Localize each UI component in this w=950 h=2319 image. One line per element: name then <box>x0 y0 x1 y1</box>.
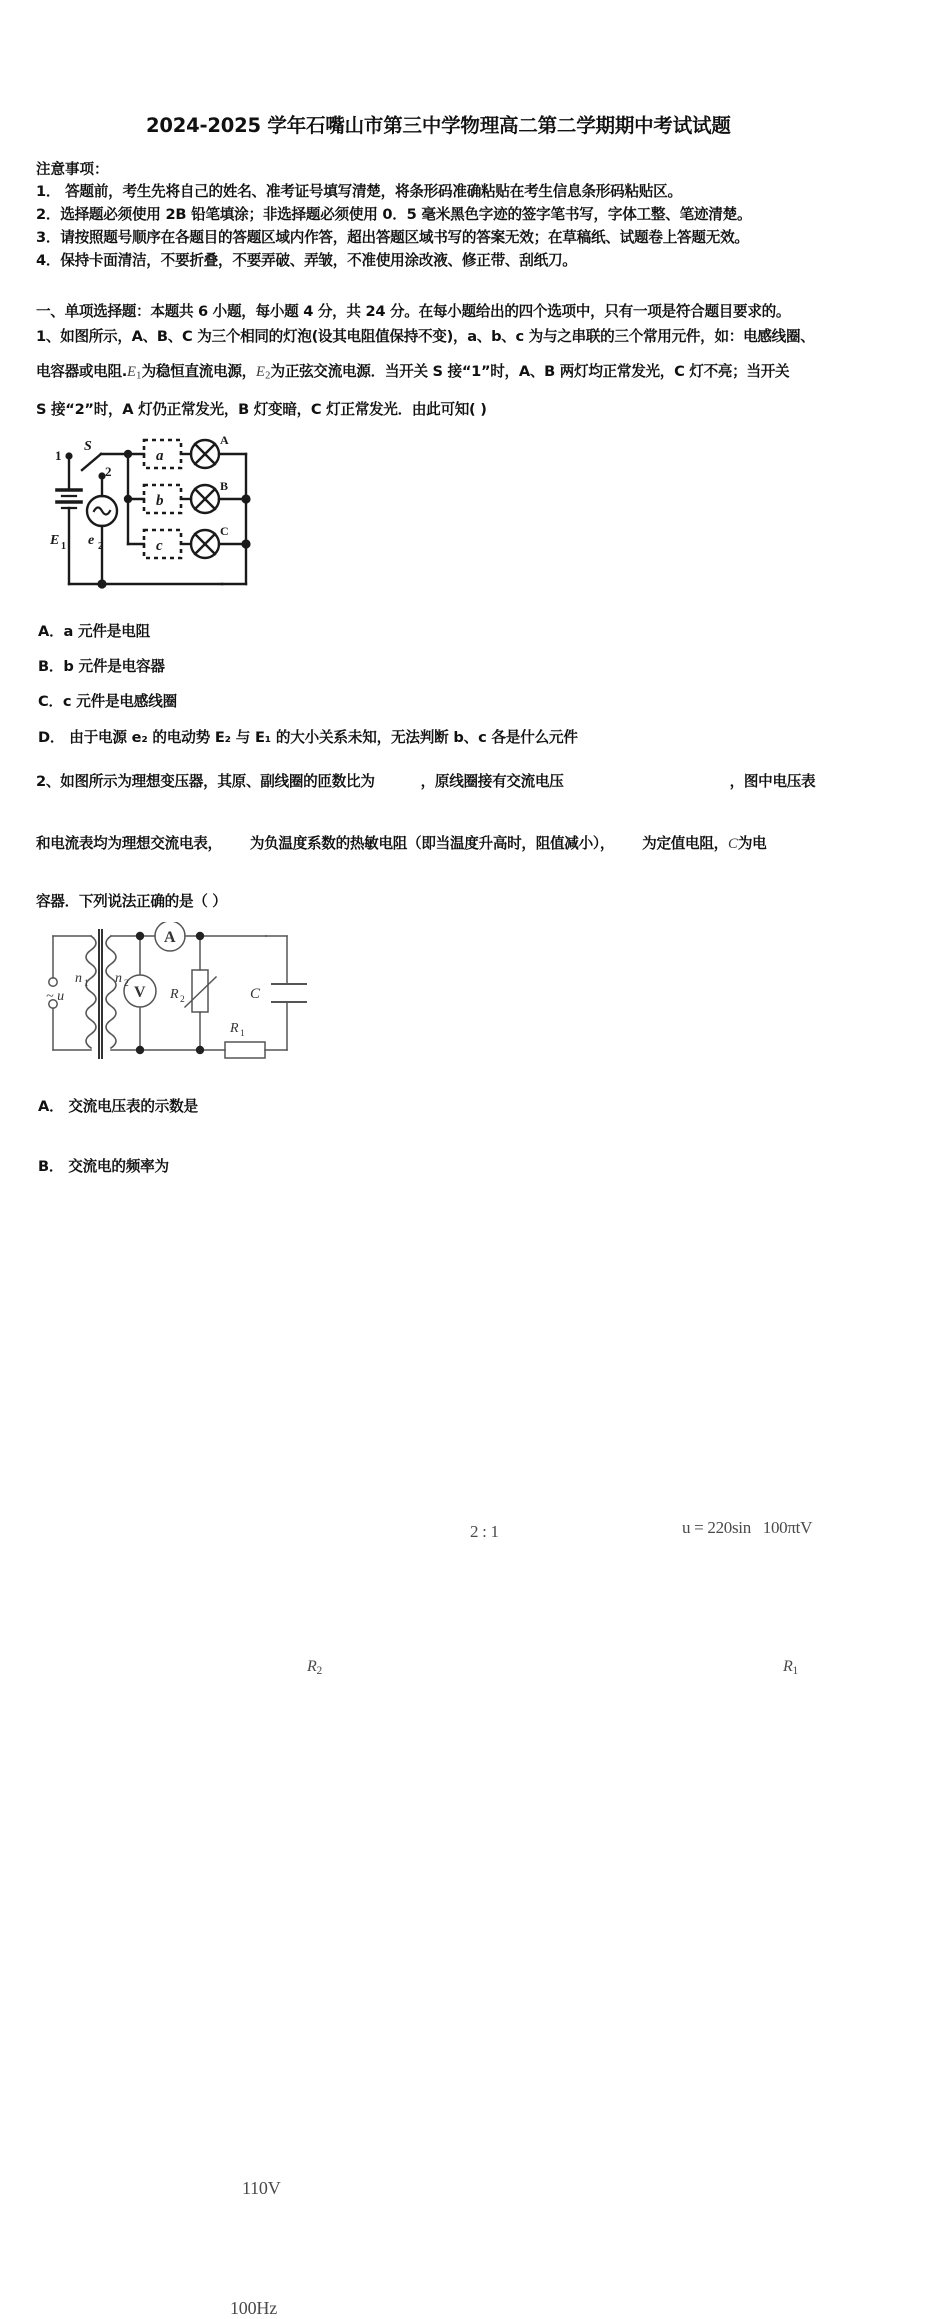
q1-l2-part-a: 电容器或电阻. <box>36 363 128 380</box>
question-1-option-b: B．b 元件是电容器 <box>38 658 165 675</box>
label-e2-sub: 2 <box>98 541 103 552</box>
notice-item-1: 1． 答题前，考生先将自己的姓名、准考证号填写清楚，将条形码准确粘贴在考生信息条形码粘贴区。 <box>36 183 682 200</box>
notice-item-3: 3．请按照题号顺序在各题目的答题区域内作答，超出答题区域书写的答案无效；在草稿纸、试题卷上答题无效。 <box>36 229 749 246</box>
q2-l1-part-b: ，原线圈接有交流电压 <box>420 773 564 790</box>
label-lamp-A: A <box>220 433 229 447</box>
q2-l2-part-c: 为定值电阻， <box>642 835 728 852</box>
q1-symbol-E2-sub: 2 <box>265 370 271 382</box>
label-n2-sub: 2 <box>124 979 129 989</box>
label-switch-S: S <box>84 439 92 454</box>
question-1-option-a: A．a 元件是电阻 <box>38 623 150 640</box>
page-title: 2024-2025 学年石嘴山市第三中学物理高二第二学期期中考试试题 <box>146 114 731 137</box>
label-terminal-2: 2 <box>105 464 112 479</box>
question-1-option-c: C．c 元件是电感线圈 <box>38 693 177 710</box>
label-n2: n <box>115 971 122 986</box>
q1-l2-part-b: 为稳恒直流电源， <box>141 363 256 380</box>
label-R1-sub: 1 <box>240 1029 245 1039</box>
question-2-line-3: 容器．下列说法正确的是（ ） <box>36 893 227 910</box>
label-box-b: b <box>156 493 164 509</box>
question-1-line-3: S 接“2”时，A 灯仍正常发光，B 灯变暗，C 灯正常发光．由此可知( ) <box>36 401 487 418</box>
q2-symbol-R1: $R_1$ <box>783 1658 798 1677</box>
q1-symbol-E1-sub: 1 <box>136 370 142 382</box>
label-lamp-C: C <box>220 524 229 538</box>
label-ammeter-A: A <box>164 929 176 946</box>
question-1-option-d: D． 由于电源 e₂ 的电动势 E₂ 与 E₁ 的大小关系未知，无法判断 b、c 各是什么元件 <box>38 729 578 746</box>
label-lamp-B: B <box>220 479 229 493</box>
q2-l2-part-a: 和电流表均为理想交流电表， <box>36 835 222 852</box>
q2-option-a-value: 110V <box>242 2178 281 2198</box>
label-E1-sub: 1 <box>61 541 66 552</box>
label-n1-sub: 1 <box>84 979 89 989</box>
label-E1: E <box>50 533 60 548</box>
label-terminal-1: 1 <box>55 448 62 463</box>
notice-item-2: 2．选择题必须使用 2B 铅笔填涂；非选择题必须使用 0．5 毫米黑色字迹的签字笔书写，字体工整、笔迹清楚。 <box>36 206 752 223</box>
q2-l2-part-d: 为电 <box>737 835 767 852</box>
q2-option-b-value: 100Hz <box>230 2298 277 2318</box>
question-1-line-2 <box>36 360 789 382</box>
q2-symbol-C: C <box>727 836 738 852</box>
q2-option-b-label: B． 交流电的频率为 <box>38 1158 169 1175</box>
label-box-c: c <box>156 538 163 554</box>
notice-heading: 注意事项： <box>36 162 109 178</box>
q1-symbol-E1: E <box>127 364 137 380</box>
label-R2: R <box>170 987 179 1002</box>
q1-l2-part-c: 为正弦交流电源．当开关 S 接“1”时，A、B 两灯均正常发光，C 灯不亮；当开关 <box>270 363 790 380</box>
q2-l2-part-b: 为负温度系数的热敏电阻（即当温度升高时，阻值减小）， <box>249 835 615 852</box>
q2-option-a-label: A． 交流电压表的示数是 <box>38 1098 198 1115</box>
question-1-line-1: 1、如图所示，A、B、C 为三个相同的灯泡(设其电阻值保持不变)，a、b、c 为与之串联的三个常用元件，如：电感线圈、 <box>36 328 815 345</box>
q2-l1-part-c: ，图中电压表 <box>729 773 816 790</box>
label-R2-sub: 2 <box>180 995 185 1005</box>
q2-symbol-R2: $R_2$ <box>307 1658 322 1677</box>
label-C: C <box>250 986 261 1002</box>
q1-symbol-E2: E <box>255 364 266 380</box>
notice-item-4: 4．保持卡面清洁，不要折叠，不要弄破、弄皱，不准使用涂改液、修正带、刮纸刀。 <box>36 252 577 269</box>
lamp-circuit-diagram <box>44 432 276 608</box>
section-heading-1: 一、单项选择题：本题共 6 小题，每小题 4 分，共 24 分。在每小题给出的四个选项中，只有一项是符合题目要求的。 <box>36 303 791 320</box>
q2-primary-voltage-formula: u = 220sin 100πtV <box>682 1518 813 1537</box>
q2-turns-ratio: 2 : 1 <box>470 1522 499 1541</box>
terminal-1-dot <box>65 452 72 459</box>
transformer-circuit-diagram <box>44 922 326 1092</box>
label-n1: n <box>75 971 82 986</box>
q2-l1-part-a: 2、如图所示为理想变压器，其原、副线圈的匝数比为 <box>36 773 375 790</box>
label-box-a: a <box>156 448 164 464</box>
label-R1: R <box>230 1021 239 1036</box>
label-source-u: ~ u <box>46 989 65 1004</box>
label-voltmeter-V: V <box>134 984 146 1001</box>
label-e2: e <box>88 533 95 548</box>
